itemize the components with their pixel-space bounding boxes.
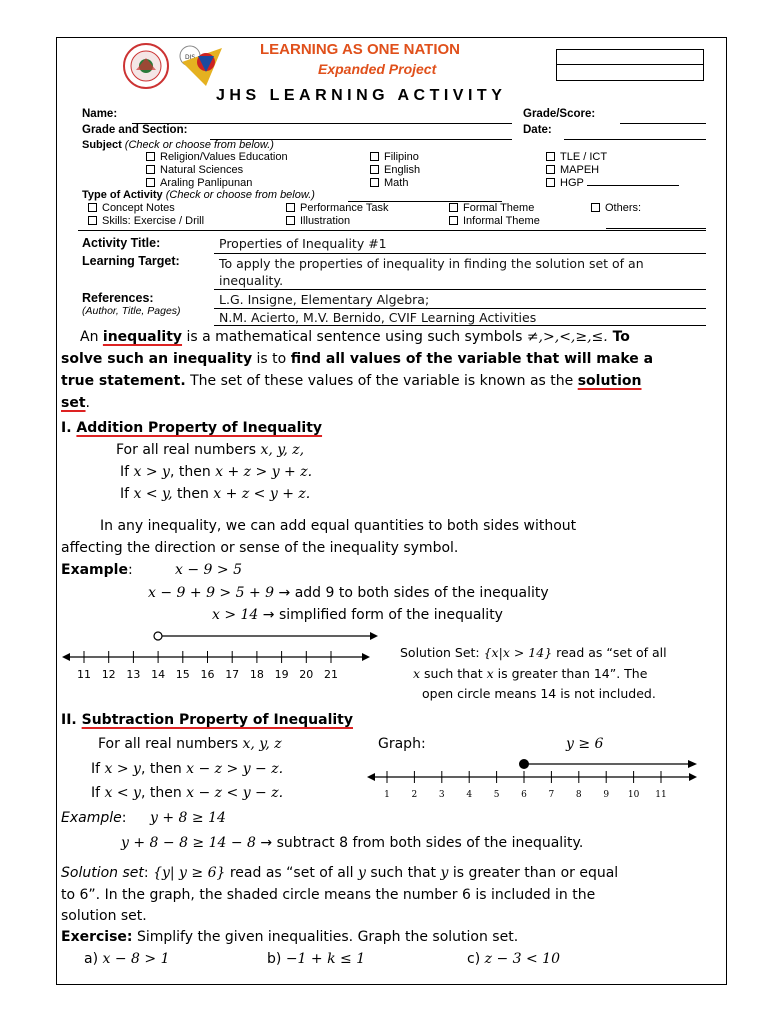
section1-heading: I. Addition Property of Inequality xyxy=(61,420,323,436)
s1-example-eq1: x − 9 > 5 xyxy=(175,562,242,578)
svg-text:DIS: DIS xyxy=(185,54,196,61)
subjects-column-3 xyxy=(546,151,679,190)
form-divider xyxy=(78,230,706,231)
exercise-item-a: a) x − 8 > 1 xyxy=(84,951,170,967)
intro-line1: An inequality is a mathematical sentence using such symbols ≠,>,<,≥,≤. To xyxy=(80,329,630,345)
checkbox[interactable] xyxy=(88,216,97,225)
tick-label: 11 xyxy=(655,790,667,800)
grade-section-label: Grade and Section: xyxy=(82,124,188,136)
s2-example-eq1: y + 8 ≥ 14 xyxy=(150,810,226,826)
tick-label: 9 xyxy=(603,790,610,800)
learning-target-line2: inequality. xyxy=(219,273,284,288)
subject-option[interactable]: English xyxy=(370,164,420,177)
tick-label: 3 xyxy=(438,790,445,800)
checkbox[interactable] xyxy=(546,178,555,187)
intro-line4: set. xyxy=(61,395,90,411)
s2-for-all: For all real numbers x, y, z xyxy=(98,736,282,752)
activity-title-label: Activity Title: xyxy=(82,236,161,250)
org-title: LEARNING AS ONE NATION xyxy=(260,41,461,58)
subject-option[interactable]: TLE / ICT xyxy=(546,151,679,164)
references-hint: (Author, Title, Pages) xyxy=(82,305,181,317)
checkbox[interactable] xyxy=(546,165,555,174)
checkbox[interactable] xyxy=(286,216,295,225)
tick-label: 13 xyxy=(126,668,141,681)
type-option[interactable]: Informal Theme xyxy=(449,215,540,227)
intro-line2: solve such an inequality is to find all values of the variable that will make a xyxy=(61,351,654,367)
subject-option[interactable]: Filipino xyxy=(370,151,420,164)
s1-solution-line3: open circle means 14 is not included. xyxy=(422,686,656,701)
date-field[interactable] xyxy=(564,139,706,140)
tick-label: 14 xyxy=(151,668,166,681)
deped-logo xyxy=(176,42,228,88)
type-hint: (Check or choose from below.) xyxy=(165,189,315,201)
type-option[interactable]: Concept Notes xyxy=(88,202,175,214)
exercise-line: Exercise: Simplify the given inequalities. Graph the solution set. xyxy=(61,929,519,945)
tick-label: 8 xyxy=(575,790,582,800)
tick-label: 4 xyxy=(466,790,473,800)
closed-circle-6 xyxy=(519,759,529,769)
s2-solution-line2: to 6”. In the graph, the shaded circle means the number 6 is included in the xyxy=(61,887,596,903)
s1-para-line1: In any inequality, we can add equal quantities to both sides without xyxy=(100,518,577,534)
tick-label: 17 xyxy=(225,668,240,681)
s1-solution-line2: x such that x is greater than 14”. The xyxy=(413,666,648,681)
subject-hint: (Check or choose from below.) xyxy=(124,139,274,151)
checkbox[interactable] xyxy=(146,152,155,161)
numberline-1 xyxy=(60,625,380,685)
project-subtitle: Expanded Project xyxy=(318,61,437,77)
section1-title: Addition Property of Inequality xyxy=(76,420,323,436)
checkbox[interactable] xyxy=(286,203,295,212)
date-label: Date: xyxy=(523,124,552,136)
learning-target-line xyxy=(214,289,706,290)
s1-for-all: For all real numbers x, y, z, xyxy=(116,442,305,458)
checkbox[interactable] xyxy=(449,216,458,225)
subject-heading xyxy=(82,139,274,151)
numberline-2 xyxy=(365,755,705,805)
s1-rule1: If x > y, then x + z > y + z. xyxy=(120,464,313,480)
s2-solution-line3: solution set. xyxy=(61,908,147,924)
section2-heading: II. Subtraction Property of Inequality xyxy=(61,712,353,728)
checkbox[interactable] xyxy=(370,178,379,187)
s2-solution-line1: Solution set: {y| y ≥ 6} read as “set of all y such that y is greater than or equal xyxy=(61,865,619,881)
activity-title-line xyxy=(214,253,706,254)
references-label: References: xyxy=(82,291,154,305)
section2-title: Subtraction Property of Inequality xyxy=(81,712,353,728)
tick-label: 5 xyxy=(493,790,500,800)
open-circle-14 xyxy=(154,632,162,640)
s2-example-label: Example: xyxy=(61,810,127,826)
tick-label: 19 xyxy=(274,668,289,681)
subject-option[interactable]: Natural Sciences xyxy=(146,164,288,177)
references-line2: N.M. Acierto, M.V. Bernido, CVIF Learning Activities xyxy=(219,310,537,325)
s2-example-eq2: y + 8 − 8 ≥ 14 − 8 → subtract 8 from both sides of the inequality. xyxy=(121,835,584,851)
hgp-field[interactable] xyxy=(587,185,679,186)
score-box[interactable] xyxy=(556,49,704,81)
tick-label: 11 xyxy=(77,668,91,681)
tick-label: 18 xyxy=(249,668,264,681)
s1-example-eq3: x > 14 → simplified form of the inequality xyxy=(212,607,503,623)
type-option[interactable]: Illustration xyxy=(286,215,350,227)
checkbox[interactable] xyxy=(146,165,155,174)
references-line1: L.G. Insigne, Elementary Algebra; xyxy=(219,292,430,307)
tick-label: 7 xyxy=(548,790,555,800)
checkbox[interactable] xyxy=(449,203,458,212)
subject-option[interactable]: Math xyxy=(370,177,420,190)
references-line-b xyxy=(214,325,706,326)
name-label: Name: xyxy=(82,108,118,120)
checkbox[interactable] xyxy=(370,152,379,161)
s1-rule2: If x < y, then x + z < y + z. xyxy=(120,486,311,502)
subjects-column-1 xyxy=(146,151,288,190)
tick-label: 21 xyxy=(324,668,338,681)
type-option[interactable]: Formal Theme xyxy=(449,202,534,214)
references-line-a xyxy=(214,308,706,309)
s2-graph-label: Graph: xyxy=(378,736,426,752)
exercise-item-b: b) −1 + k ≤ 1 xyxy=(267,951,366,967)
learning-target-line1: To apply the properties of inequality in finding the solution set of an xyxy=(219,256,644,271)
subject-option[interactable]: HGP xyxy=(546,177,679,190)
subjects-column-2 xyxy=(370,151,420,190)
type-option[interactable]: Others: xyxy=(591,202,641,214)
checkbox[interactable] xyxy=(370,165,379,174)
activity-title-value: Properties of Inequality #1 xyxy=(219,236,387,251)
exercise-item-c: c) z − 3 < 10 xyxy=(467,951,560,967)
subject-option[interactable]: Religion/Values Education xyxy=(146,151,288,164)
others-field[interactable] xyxy=(606,228,706,229)
subject-option[interactable]: Araling Panlipunan xyxy=(146,177,288,190)
term-inequality: inequality xyxy=(102,329,183,345)
intro-line3: true statement. The set of these values of the variable is known as the solution xyxy=(61,373,642,389)
tick-label: 20 xyxy=(299,668,314,681)
type-option[interactable]: Performance Task xyxy=(286,202,388,214)
type-option[interactable]: Skills: Exercise / Drill xyxy=(88,215,204,227)
tick-label: 10 xyxy=(627,790,640,800)
s2-rule1: If x > y, then x − z > y − z. xyxy=(91,761,284,777)
s2-rule2: If x < y, then x − z < y − z. xyxy=(91,785,284,801)
name-field[interactable] xyxy=(132,123,512,124)
checkbox[interactable] xyxy=(591,203,600,212)
grade-score-label: Grade/Score: xyxy=(523,108,596,120)
tick-label: 1 xyxy=(384,790,390,800)
s1-para-line2: affecting the direction or sense of the inequality symbol. xyxy=(61,540,459,556)
type-label: Type of Activity xyxy=(82,189,163,201)
subject-option[interactable]: MAPEH xyxy=(546,164,679,177)
s1-example-eq2: x − 9 + 9 > 5 + 9 → add 9 to both sides of the inequality xyxy=(148,585,549,601)
school-seal-logo xyxy=(122,42,170,90)
s1-example-label: Example: xyxy=(61,562,133,578)
activity-heading: JHS LEARNING ACTIVITY xyxy=(216,87,507,104)
tick-label: 2 xyxy=(411,790,418,800)
checkbox[interactable] xyxy=(88,203,97,212)
tick-label: 6 xyxy=(521,790,527,800)
tick-label: 15 xyxy=(175,668,190,681)
learning-target-label: Learning Target: xyxy=(82,254,180,268)
s1-solution-line1: Solution Set: {x|x > 14} read as “set of all xyxy=(400,645,667,660)
tick-label: 16 xyxy=(200,668,215,681)
type-heading xyxy=(82,189,315,201)
tick-label: 12 xyxy=(101,668,116,681)
checkbox[interactable] xyxy=(546,152,555,161)
s2-graph-expr: y ≥ 6 xyxy=(566,736,604,752)
subject-label: Subject xyxy=(82,139,122,151)
grade-score-field[interactable] xyxy=(620,123,706,124)
checkbox[interactable] xyxy=(146,178,155,187)
